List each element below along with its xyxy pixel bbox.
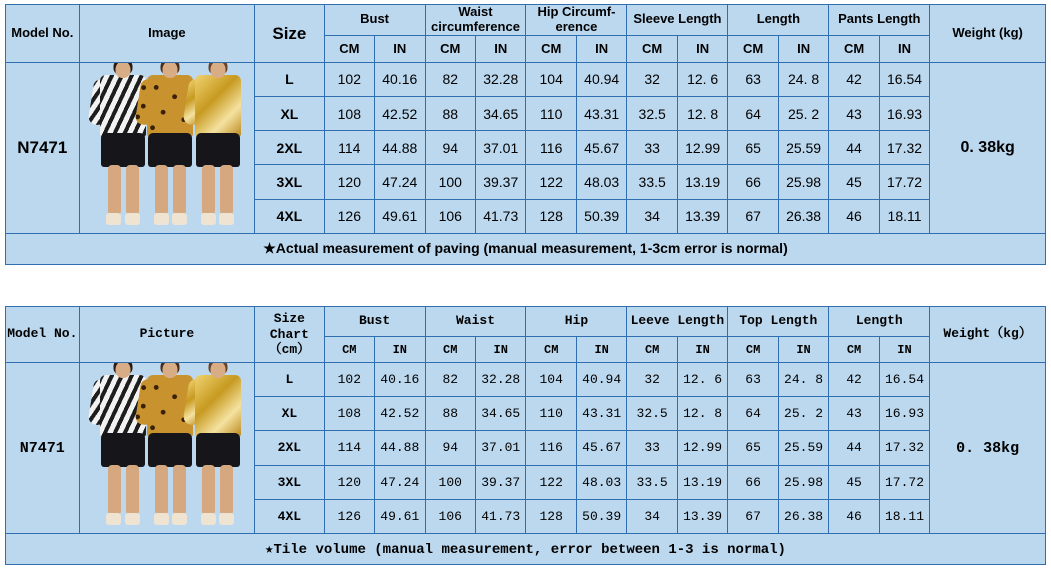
size-label: 4XL (255, 499, 324, 533)
header-size-chart: Size Chart（cm） (255, 307, 324, 363)
value-cell: 116 (526, 431, 576, 465)
value-cell: 100 (425, 465, 475, 499)
measurement-note: ★Tile volume (manual measurement, error between 1-3 is normal) (6, 534, 1046, 565)
value-cell: 18.11 (879, 499, 929, 533)
value-cell: 102 (324, 62, 374, 96)
size-chart-table-english (5, 4, 1046, 265)
value-cell: 12.99 (677, 131, 727, 165)
value-cell: 32.5 (627, 397, 677, 431)
leg-left (155, 465, 168, 515)
unit-bust-in: IN (375, 35, 425, 62)
value-cell: 94 (425, 431, 475, 465)
size-chart-table-mono (5, 306, 1046, 565)
value-cell: 41.73 (475, 499, 525, 533)
value-cell: 106 (425, 499, 475, 533)
value-cell: 12. 8 (677, 97, 727, 131)
value-cell: 65 (728, 131, 778, 165)
unit-length-in: IN (879, 337, 929, 363)
header-weight: Weight（kg） (930, 307, 1046, 363)
value-cell: 32.28 (476, 62, 526, 96)
shoe-left (154, 213, 169, 225)
shoe-left (201, 213, 216, 225)
value-cell: 13.19 (677, 165, 727, 199)
value-cell: 12.99 (677, 431, 727, 465)
value-cell: 24. 8 (778, 62, 828, 96)
unit-waist-in: IN (476, 35, 526, 62)
leg-right (126, 465, 139, 515)
leg-left (202, 165, 215, 215)
product-image (79, 62, 255, 233)
value-cell: 12. 6 (677, 363, 727, 397)
header-waist: Waist circumference (425, 5, 526, 36)
value-cell: 34.65 (475, 397, 525, 431)
shorts-garment (148, 433, 192, 467)
shoe-right (125, 513, 140, 525)
value-cell: 94 (425, 131, 475, 165)
value-cell: 122 (526, 465, 576, 499)
shoe-right (219, 213, 234, 225)
value-cell: 49.61 (375, 199, 425, 233)
value-cell: 120 (324, 465, 374, 499)
header-length: Length (728, 5, 829, 36)
shoe-right (219, 513, 234, 525)
shoe-left (201, 513, 216, 525)
head-icon (116, 363, 131, 378)
unit-leeve-in: IN (677, 337, 727, 363)
value-cell: 104 (526, 62, 576, 96)
unit-bust-in: IN (375, 337, 425, 363)
value-cell: 33 (627, 431, 677, 465)
unit-hip-cm: CM (526, 337, 576, 363)
value-cell: 47.24 (375, 165, 425, 199)
value-cell: 65 (728, 431, 778, 465)
value-cell: 24. 8 (778, 363, 828, 397)
value-cell: 25.59 (778, 431, 828, 465)
unit-pants-in: IN (879, 35, 929, 62)
unit-hip-in: IN (576, 337, 626, 363)
leg-right (220, 165, 233, 215)
shorts-garment (101, 433, 145, 467)
value-cell: 67 (728, 199, 778, 233)
leg-right (173, 165, 186, 215)
weight-value: 0. 38kg (930, 62, 1046, 233)
value-cell: 128 (526, 199, 576, 233)
value-cell: 13.39 (677, 499, 727, 533)
size-label: 2XL (255, 131, 324, 165)
value-cell: 126 (324, 199, 374, 233)
unit-pants-cm: CM (829, 35, 879, 62)
head-icon (210, 363, 225, 378)
top-garment (195, 375, 241, 437)
size-label: 4XL (255, 199, 324, 233)
value-cell: 33.5 (627, 165, 677, 199)
header-bust: Bust (324, 5, 425, 36)
value-cell: 104 (526, 363, 576, 397)
gold-satin-top-model (190, 63, 246, 229)
value-cell: 64 (728, 397, 778, 431)
value-cell: 33 (627, 131, 677, 165)
value-cell: 48.03 (576, 165, 626, 199)
leg-left (108, 165, 121, 215)
value-cell: 39.37 (476, 165, 526, 199)
table-note-row (6, 534, 1046, 565)
header-pants-length: Pants Length (829, 5, 930, 36)
leg-left (155, 165, 168, 215)
value-cell: 25.59 (778, 131, 828, 165)
size-label: XL (255, 397, 324, 431)
value-cell: 120 (324, 165, 374, 199)
value-cell: 25.98 (778, 465, 828, 499)
value-cell: 16.54 (879, 363, 929, 397)
value-cell: 42 (829, 363, 879, 397)
size-label: L (255, 363, 324, 397)
value-cell: 16.93 (879, 397, 929, 431)
shorts-garment (148, 133, 192, 167)
value-cell: 34 (627, 199, 677, 233)
value-cell: 18.11 (879, 199, 929, 233)
header-model-no: Model No. (6, 5, 80, 63)
top-garment (195, 75, 241, 137)
shoe-left (154, 513, 169, 525)
value-cell: 42.52 (375, 397, 425, 431)
unit-length-in: IN (778, 35, 828, 62)
value-cell: 12. 8 (677, 397, 727, 431)
value-cell: 17.72 (879, 465, 929, 499)
shorts-garment (196, 133, 240, 167)
value-cell: 43 (829, 397, 879, 431)
value-cell: 108 (324, 397, 374, 431)
size-label: 3XL (255, 165, 324, 199)
value-cell: 25.98 (778, 165, 828, 199)
table-row (6, 62, 1046, 96)
value-cell: 37.01 (475, 431, 525, 465)
leg-left (108, 465, 121, 515)
value-cell: 32 (627, 62, 677, 96)
unit-bust-cm: CM (324, 35, 374, 62)
unit-waist-in: IN (475, 337, 525, 363)
table-row (6, 363, 1046, 397)
shoe-right (125, 213, 140, 225)
size-label: L (255, 62, 324, 96)
unit-leeve-cm: CM (627, 337, 677, 363)
head-icon (116, 63, 131, 78)
value-cell: 100 (425, 165, 475, 199)
head-icon (210, 63, 225, 78)
value-cell: 43.31 (576, 97, 626, 131)
value-cell: 32.28 (475, 363, 525, 397)
header-bust: Bust (324, 307, 425, 337)
unit-length-cm: CM (728, 35, 778, 62)
value-cell: 114 (324, 131, 374, 165)
value-cell: 40.16 (375, 62, 425, 96)
value-cell: 82 (425, 363, 475, 397)
value-cell: 110 (526, 397, 576, 431)
value-cell: 126 (324, 499, 374, 533)
measurement-note: ★Actual measurement of paving (manual measurement, 1-3cm error is normal) (6, 233, 1046, 264)
value-cell: 32 (627, 363, 677, 397)
value-cell: 17.32 (879, 431, 929, 465)
value-cell: 34 (627, 499, 677, 533)
value-cell: 64 (728, 97, 778, 131)
product-image (79, 363, 255, 534)
head-icon (163, 363, 178, 378)
value-cell: 25. 2 (778, 97, 828, 131)
unit-bust-cm: CM (324, 337, 374, 363)
header-length: Length (829, 307, 930, 337)
value-cell: 49.61 (375, 499, 425, 533)
value-cell: 44 (829, 131, 879, 165)
shorts-garment (101, 133, 145, 167)
value-cell: 37.01 (476, 131, 526, 165)
value-cell: 32.5 (627, 97, 677, 131)
table-note-row (6, 233, 1046, 264)
value-cell: 46 (829, 199, 879, 233)
value-cell: 88 (425, 397, 475, 431)
weight-value: 0. 38kg (930, 363, 1046, 534)
value-cell: 128 (526, 499, 576, 533)
header-hip: Hip Circumf-erence (526, 5, 627, 36)
unit-sleeve-cm: CM (627, 35, 677, 62)
value-cell: 40.16 (375, 363, 425, 397)
value-cell: 13.19 (677, 465, 727, 499)
header-hip: Hip (526, 307, 627, 337)
header-size: Size (255, 5, 324, 63)
header-leeve-length: Leeve Length (627, 307, 728, 337)
model-no-value: N7471 (6, 363, 80, 534)
value-cell: 45 (829, 165, 879, 199)
shoe-right (172, 513, 187, 525)
value-cell: 43.31 (576, 397, 626, 431)
value-cell: 16.54 (879, 62, 929, 96)
unit-hip-cm: CM (526, 35, 576, 62)
value-cell: 16.93 (879, 97, 929, 131)
header-waist: Waist (425, 307, 526, 337)
value-cell: 34.65 (476, 97, 526, 131)
shoe-left (106, 513, 121, 525)
value-cell: 82 (425, 62, 475, 96)
unit-sleeve-in: IN (677, 35, 727, 62)
shorts-garment (196, 433, 240, 467)
value-cell: 41.73 (476, 199, 526, 233)
value-cell: 50.39 (576, 499, 626, 533)
value-cell: 39.37 (475, 465, 525, 499)
leg-right (126, 165, 139, 215)
value-cell: 44 (829, 431, 879, 465)
value-cell: 45.67 (576, 431, 626, 465)
table-header-row (6, 5, 1046, 36)
leg-right (220, 465, 233, 515)
value-cell: 110 (526, 97, 576, 131)
value-cell: 26.38 (778, 499, 828, 533)
value-cell: 43 (829, 97, 879, 131)
unit-top-length-in: IN (778, 337, 828, 363)
header-weight: Weight (kg) (930, 5, 1046, 63)
value-cell: 63 (728, 363, 778, 397)
value-cell: 63 (728, 62, 778, 96)
size-label: XL (255, 97, 324, 131)
model-photo (80, 363, 255, 533)
header-model-no: Model No. (6, 307, 80, 363)
value-cell: 47.24 (375, 465, 425, 499)
value-cell: 44.88 (375, 131, 425, 165)
header-top-length: Top Length (728, 307, 829, 337)
head-icon (163, 63, 178, 78)
unit-hip-in: IN (576, 35, 626, 62)
value-cell: 26.38 (778, 199, 828, 233)
gold-satin-top-model (190, 363, 246, 529)
unit-length-cm: CM (829, 337, 879, 363)
value-cell: 42.52 (375, 97, 425, 131)
table-header-row (6, 307, 1046, 337)
value-cell: 46 (829, 499, 879, 533)
unit-top-length-cm: CM (728, 337, 778, 363)
value-cell: 17.32 (879, 131, 929, 165)
value-cell: 88 (425, 97, 475, 131)
unit-waist-cm: CM (425, 337, 475, 363)
value-cell: 33.5 (627, 465, 677, 499)
value-cell: 45 (829, 465, 879, 499)
value-cell: 114 (324, 431, 374, 465)
leg-right (173, 465, 186, 515)
unit-waist-cm: CM (425, 35, 475, 62)
value-cell: 25. 2 (778, 397, 828, 431)
header-image: Image (79, 5, 255, 63)
value-cell: 66 (728, 465, 778, 499)
size-label: 2XL (255, 431, 324, 465)
value-cell: 106 (425, 199, 475, 233)
model-photo (80, 63, 255, 233)
value-cell: 17.72 (879, 165, 929, 199)
value-cell: 48.03 (576, 465, 626, 499)
shoe-left (106, 213, 121, 225)
value-cell: 50.39 (576, 199, 626, 233)
value-cell: 40.94 (576, 62, 626, 96)
size-label: 3XL (255, 465, 324, 499)
leg-left (202, 465, 215, 515)
model-no-value: N7471 (6, 62, 80, 233)
value-cell: 116 (526, 131, 576, 165)
header-sleeve-length: Sleeve Length (627, 5, 728, 36)
value-cell: 13.39 (677, 199, 727, 233)
value-cell: 122 (526, 165, 576, 199)
value-cell: 42 (829, 62, 879, 96)
value-cell: 108 (324, 97, 374, 131)
shoe-right (172, 213, 187, 225)
value-cell: 44.88 (375, 431, 425, 465)
value-cell: 40.94 (576, 363, 626, 397)
value-cell: 67 (728, 499, 778, 533)
value-cell: 102 (324, 363, 374, 397)
value-cell: 45.67 (576, 131, 626, 165)
value-cell: 12. 6 (677, 62, 727, 96)
value-cell: 66 (728, 165, 778, 199)
header-picture: Picture (79, 307, 255, 363)
